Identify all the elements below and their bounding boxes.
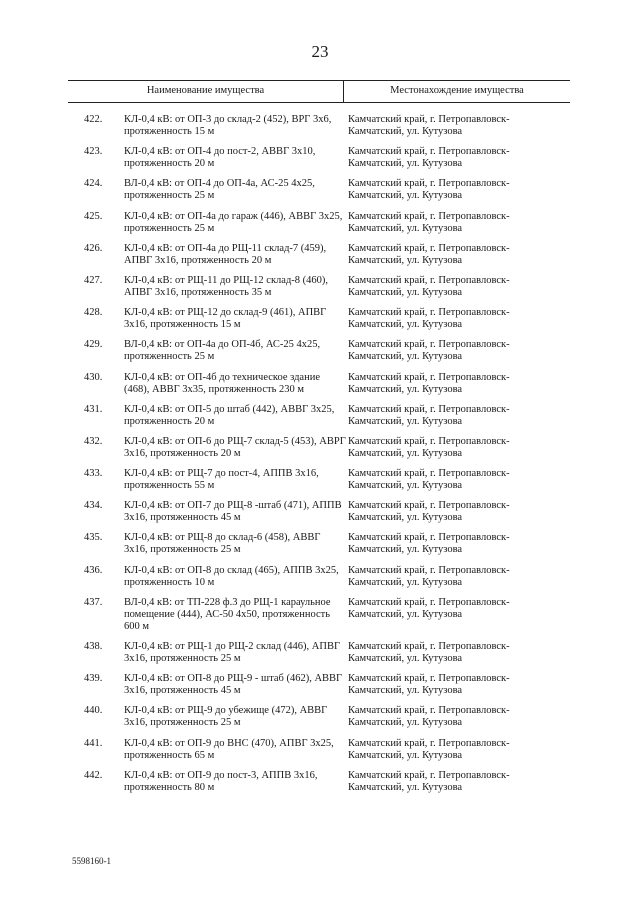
table-row: [68, 468, 570, 492]
row-location: Камчатский край, г. Петропавловск-Камчатский, ул. Кутузова: [348, 242, 510, 266]
row-location: Камчатский край, г. Петропавловск-Камчатский, ул. Кутузова: [348, 596, 510, 620]
row-location: Камчатский край, г. Петропавловск-Камчатский, ул. Кутузова: [348, 403, 510, 427]
row-number: 436.: [84, 564, 103, 576]
row-property-name: КЛ-0,4 кВ: от ОП-4б до техническое здание (468), АВВГ 3х35, протяженность 230 м: [124, 371, 320, 395]
row-number: 424.: [84, 178, 103, 190]
row-property-name: КЛ-0,4 кВ: от ОП-4а до гараж (446), АВВГ 3х25, протяженность 25 м: [124, 210, 343, 234]
row-property-name: КЛ-0,4 кВ: от ОП-8 до склад (465), АППВ 3х25, протяженность 10 м: [124, 564, 339, 588]
row-property-name: КЛ-0,4 кВ: от ОП-9 до пост-3, АППВ 3х16, протяженность 80 м: [124, 769, 318, 793]
row-number: 435.: [84, 532, 103, 544]
row-number: 442.: [84, 769, 103, 781]
row-property-name: КЛ-0,4 кВ: от РЩ-11 до РЩ-12 склад-8 (460), АПВГ 3х16, протяженность 35 м: [124, 274, 329, 298]
row-location: Камчатский край, г. Петропавловск-Камчатский, ул. Кутузова: [348, 532, 510, 556]
row-location: Камчатский край, г. Петропавловск-Камчатский, ул. Кутузова: [348, 178, 510, 202]
table-row: [68, 211, 570, 235]
header-location: Местонахождение имущества: [390, 85, 524, 96]
property-table: [68, 80, 570, 802]
row-number: 425.: [84, 210, 103, 222]
table-header: [68, 80, 570, 103]
row-number: 433.: [84, 468, 103, 480]
row-location: Камчатский край, г. Петропавловск-Камчатский, ул. Кутузова: [348, 146, 510, 170]
row-location: Камчатский край, г. Петропавловск-Камчатский, ул. Кутузова: [348, 769, 510, 793]
row-location: Камчатский край, г. Петропавловск-Камчатский, ул. Кутузова: [348, 641, 510, 664]
row-location: Камчатский край, г. Петропавловск-Камчатский, ул. Кутузова: [348, 468, 510, 492]
row-number: 437.: [84, 596, 103, 608]
row-property-name: КЛ-0,4 кВ: от ОП-6 до РЩ-7 склад-5 (453), АВРГ 3х16, протяженность 20 м: [124, 435, 346, 459]
row-location: Камчатский край, г. Петропавловск-Камчатский, ул. Кутузова: [348, 435, 510, 459]
row-property-name: КЛ-0,4 кВ: от ОП-7 до РЩ-8 -штаб (471), АППВ 3х16, протяженность 45 м: [124, 500, 342, 524]
row-number: 431.: [84, 403, 103, 415]
table-row: [68, 770, 570, 794]
row-location: Камчатский край, г. Петропавловск-Камчатский, ул. Кутузова: [348, 737, 510, 761]
row-property-name: КЛ-0,4 кВ: от РЩ-9 до убежище (472), АВВГ 3х16, протяженность 25 м: [124, 705, 328, 729]
row-property-name: ВЛ-0,4 кВ: от ТП-228 ф.3 до РЩ-1 караульное помещение (444), АС-50 4х50, протяженность 600 м: [124, 596, 331, 632]
table-row: [68, 565, 570, 589]
row-location: Камчатский край, г. Петропавловск-Камчатский, ул. Кутузова: [348, 307, 510, 331]
table-row: [68, 275, 570, 299]
row-property-name: КЛ-0,4 кВ: от ОП-9 до ВНС (470), АПВГ 3х25, протяженность 65 м: [124, 737, 334, 761]
row-location: Камчатский край, г. Петропавловск-Камчатский, ул. Кутузова: [348, 339, 510, 363]
table-row: [68, 146, 570, 170]
row-property-name: КЛ-0,4 кВ: от ОП-4а до РЩ-11 склад-7 (459), АПВГ 3х16, протяженность 20 м: [124, 242, 327, 266]
row-number: 440.: [84, 705, 103, 717]
row-location: Камчатский край, г. Петропавловск-Камчатский, ул. Кутузова: [348, 564, 510, 588]
row-location: Камчатский край, г. Петропавловск-Камчатский, ул. Кутузова: [348, 210, 510, 234]
row-location: Камчатский край, г. Петропавловск-Камчатский, ул. Кутузова: [348, 500, 510, 524]
row-number: 429.: [84, 339, 103, 351]
table-row: [68, 705, 570, 729]
row-property-name: КЛ-0,4 кВ: от РЩ-1 до РЩ-2 склад (446), АПВГ 3х16, протяженность 25 м: [124, 641, 341, 664]
row-number: 428.: [84, 307, 103, 319]
row-number: 439.: [84, 673, 103, 685]
table-row: [68, 178, 570, 202]
row-number: 438.: [84, 641, 103, 652]
row-property-name: ВЛ-0,4 кВ: от ОП-4 до ОП-4а, АС-25 4х25, протяженность 25 м: [124, 178, 315, 202]
row-number: 422.: [84, 114, 103, 125]
table-row: [68, 372, 570, 396]
row-number: 430.: [84, 371, 103, 383]
row-property-name: КЛ-0,4 кВ: от ОП-3 до склад-2 (452), ВРГ 3х6, протяженность 15 м: [124, 114, 332, 137]
table-row: [68, 114, 570, 138]
row-number: 441.: [84, 737, 103, 749]
table-row: [68, 404, 570, 428]
row-number: 423.: [84, 146, 103, 158]
table-body: [68, 114, 570, 794]
document-code: 5598160-1: [72, 856, 111, 866]
row-property-name: ВЛ-0,4 кВ: от ОП-4а до ОП-4б, АС-25 4х25, протяженность 25 м: [124, 339, 321, 363]
table-row: [68, 307, 570, 331]
row-property-name: КЛ-0,4 кВ: от ОП-8 до РЩ-9 - штаб (462), АВВГ 3х16, протяженность 45 м: [124, 673, 343, 697]
row-property-name: КЛ-0,4 кВ: от ОП-5 до штаб (442), АВВГ 3х25, протяженность 20 м: [124, 403, 335, 427]
row-property-name: КЛ-0,4 кВ: от РЩ-7 до пост-4, АППВ 3х16, протяженность 55 м: [124, 468, 319, 492]
table-row: [68, 243, 570, 267]
table-row: [68, 436, 570, 460]
row-number: 427.: [84, 274, 103, 286]
row-number: 432.: [84, 435, 103, 447]
row-property-name: КЛ-0,4 кВ: от РЩ-8 до склад-6 (458), АВВГ 3х16, протяженность 25 м: [124, 532, 321, 556]
row-property-name: КЛ-0,4 кВ: от РЩ-12 до склад-9 (461), АПВГ 3х16, протяженность 15 м: [124, 307, 327, 331]
row-number: 434.: [84, 500, 103, 512]
row-location: Камчатский край, г. Петропавловск-Камчатский, ул. Кутузова: [348, 673, 510, 697]
table-row: [68, 532, 570, 556]
header-name: Наименование имущества: [146, 85, 265, 96]
row-location: Камчатский край, г. Петропавловск-Камчатский, ул. Кутузова: [348, 274, 510, 298]
table-row: [68, 673, 570, 697]
table-row: [68, 738, 570, 762]
table-row: [68, 641, 570, 665]
row-location: Камчатский край, г. Петропавловск-Камчатский, ул. Кутузова: [348, 371, 510, 395]
page-number: 23: [311, 42, 329, 61]
table-row: [68, 339, 570, 363]
row-property-name: КЛ-0,4 кВ: от ОП-4 до пост-2, АВВГ 3х10, протяженность 20 м: [124, 146, 316, 170]
table-row: [68, 500, 570, 524]
row-number: 426.: [84, 242, 103, 254]
table-row: [68, 597, 570, 633]
row-location: Камчатский край, г. Петропавловск-Камчатский, ул. Кутузова: [348, 114, 510, 137]
row-location: Камчатский край, г. Петропавловск-Камчатский, ул. Кутузова: [348, 705, 510, 729]
